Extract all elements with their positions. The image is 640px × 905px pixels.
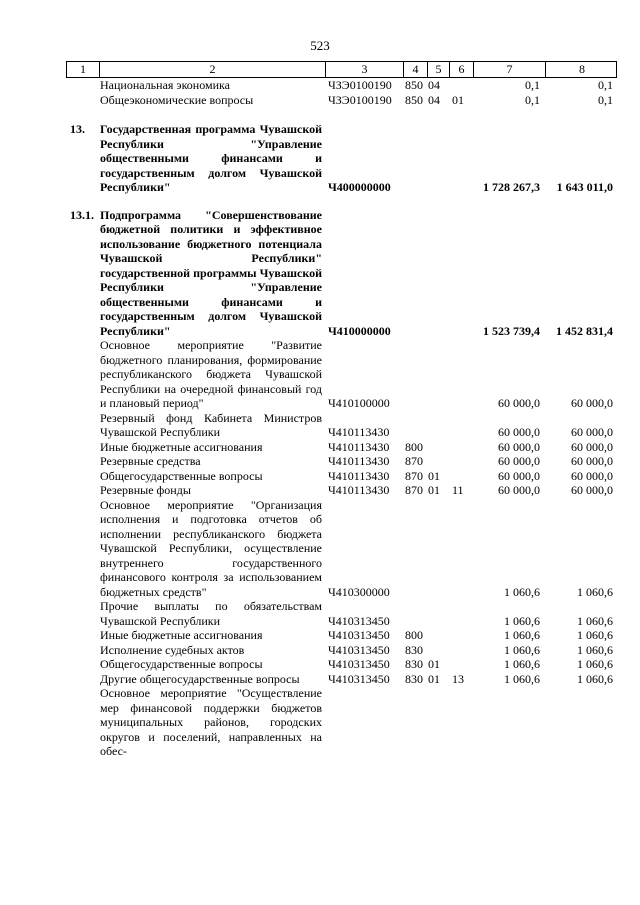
row-name: Резервный фонд Кабинета Министров Чувашской Республики xyxy=(100,410,322,439)
row-value-2021: 60 000,0 xyxy=(498,396,540,410)
row-col4: 800 xyxy=(405,628,423,642)
row-col4: 850 xyxy=(405,92,423,107)
row-col4: 830 xyxy=(405,671,423,686)
row-number: 13. xyxy=(70,122,85,136)
row-value-2021: 0,1 xyxy=(525,92,540,107)
row-col4: 800 xyxy=(405,439,423,454)
row-value-2022: 60 000,0 xyxy=(571,468,613,483)
row-code: Ч410313450 xyxy=(328,642,390,657)
row-col5: 04 xyxy=(428,78,440,92)
row-value-2022: 60 000,0 xyxy=(571,425,613,439)
row-code: Ч400000000 xyxy=(328,180,391,194)
table-row xyxy=(66,599,617,628)
row-code: Ч410113430 xyxy=(328,468,390,483)
row-code: Ч410313450 xyxy=(328,613,390,628)
row-name: Государственная программа Чувашской Республики "Управление общественными финансами и государственным долгом Чувашской Республики" xyxy=(100,122,322,194)
row-col6: 01 xyxy=(452,92,464,107)
row-name: Национальная экономика xyxy=(100,78,230,92)
row-code: Ч410113430 xyxy=(328,454,390,468)
row-code: Ч410000000 xyxy=(328,323,391,338)
table-row xyxy=(66,686,617,759)
row-col6: 13 xyxy=(452,671,464,686)
row-code: Ч410313450 xyxy=(328,671,390,686)
row-name: Основное мероприятие "Организация исполнения и подготовка отчетов об исполнении республиканского бюджета Чувашской Республики, осуществление внутреннего государственного финансового контроля за использованием бюджетных средств" xyxy=(100,497,322,599)
row-name: Исполнение судебных актов xyxy=(100,642,245,657)
row-value-2021: 60 000,0 xyxy=(498,425,540,439)
row-name: Общегосударственные вопросы xyxy=(100,468,263,483)
row-spacer xyxy=(66,107,617,122)
column-header-7: 7 xyxy=(473,62,545,77)
row-code: Ч410113430 xyxy=(328,439,390,454)
table-body xyxy=(66,78,617,759)
row-col6: 11 xyxy=(452,483,464,497)
row-col4: 870 xyxy=(405,468,423,483)
row-value-2021: 60 000,0 xyxy=(498,483,540,497)
row-value-2022: 60 000,0 xyxy=(571,454,613,468)
table-row xyxy=(66,93,617,108)
row-spacer xyxy=(66,195,617,208)
row-value-2021: 1 728 267,3 xyxy=(483,180,540,194)
row-value-2021: 60 000,0 xyxy=(498,468,540,483)
table-row xyxy=(66,469,617,484)
row-name: Подпрограмма "Совершенствование бюджетной политики и эффективное использование бюджетного потенциала Чувашской Республики" государственной программы Чувашской Республики "Управление общественными финансами и государственным долгом Чувашской Республики" xyxy=(100,207,322,338)
row-name: Иные бюджетные ассигнования xyxy=(100,628,263,642)
table-row xyxy=(66,454,617,469)
table-row xyxy=(66,411,617,440)
row-col4: 830 xyxy=(405,657,423,671)
table-header-row xyxy=(66,61,617,78)
table-row xyxy=(66,643,617,658)
budget-table xyxy=(66,61,617,759)
row-col5: 01 xyxy=(428,657,440,671)
column-header-5: 5 xyxy=(427,62,449,77)
row-code: Ч410113430 xyxy=(328,483,390,497)
table-row xyxy=(66,338,617,411)
row-col5: 01 xyxy=(428,468,440,483)
row-value-2021: 1 060,6 xyxy=(504,657,540,671)
row-name: Резервные фонды xyxy=(100,483,191,497)
row-col4: 850 xyxy=(405,78,423,92)
row-value-2022: 60 000,0 xyxy=(571,396,613,410)
row-value-2021: 1 523 739,4 xyxy=(483,323,540,338)
row-value-2022: 1 060,6 xyxy=(577,671,613,686)
row-code: Ч410100000 xyxy=(328,396,390,410)
row-value-2022: 60 000,0 xyxy=(571,483,613,497)
row-value-2021: 1 060,6 xyxy=(504,628,540,642)
row-value-2021: 1 060,6 xyxy=(504,642,540,657)
row-name: Общеэкономические вопросы xyxy=(100,92,254,107)
row-code: ЧЗЭ0100190 xyxy=(328,78,392,92)
row-value-2022: 1 643 011,0 xyxy=(556,180,613,194)
row-value-2022: 1 452 831,4 xyxy=(556,323,613,338)
row-value-2022: 1 060,6 xyxy=(577,642,613,657)
column-header-2: 2 xyxy=(99,62,325,77)
row-value-2021: 1 060,6 xyxy=(504,613,540,628)
row-code: Ч410113430 xyxy=(328,425,390,439)
column-header-4: 4 xyxy=(403,62,427,77)
table-row xyxy=(66,498,617,600)
row-value-2022: 1 060,6 xyxy=(577,628,613,642)
row-value-2021: 0,1 xyxy=(525,78,540,92)
row-code: Ч410313450 xyxy=(328,657,390,671)
page-number: 523 xyxy=(310,38,330,53)
column-header-3: 3 xyxy=(325,62,403,77)
table-row xyxy=(66,657,617,672)
table-row xyxy=(66,483,617,498)
column-header-6: 6 xyxy=(449,62,473,77)
row-code: Ч410313450 xyxy=(328,628,390,642)
row-name: Резервные средства xyxy=(100,454,201,468)
column-header-8: 8 xyxy=(545,62,618,77)
row-col5: 04 xyxy=(428,92,440,107)
row-value-2022: 1 060,6 xyxy=(577,657,613,671)
row-number: 13.1. xyxy=(70,207,94,222)
table-row xyxy=(66,122,617,195)
table-row xyxy=(66,440,617,455)
table-row xyxy=(66,628,617,643)
row-name: Основное мероприятие "Осуществление мер финансовой поддержки бюджетов муниципальных районов, городских округов и поселений, направленных на обес- xyxy=(100,686,322,758)
row-name: Общегосударственные вопросы xyxy=(100,657,263,671)
row-value-2021: 60 000,0 xyxy=(498,439,540,454)
table-row xyxy=(66,78,617,93)
row-value-2022: 0,1 xyxy=(598,78,613,92)
row-name: Другие общегосударственные вопросы xyxy=(100,671,300,686)
table-row xyxy=(66,208,617,339)
row-col4: 830 xyxy=(405,642,423,657)
row-name: Прочие выплаты по обязательствам Чувашской Республики xyxy=(100,599,322,628)
row-value-2021: 60 000,0 xyxy=(498,454,540,468)
row-name: Основное мероприятие "Развитие бюджетного планирования, формирование республиканского бюджета Чувашской Республики на очередной финансовый год и плановый период" xyxy=(100,338,322,410)
row-col5: 01 xyxy=(428,671,440,686)
row-col4: 870 xyxy=(405,483,423,497)
row-code: Ч410300000 xyxy=(328,584,390,599)
table-row xyxy=(66,672,617,687)
row-name: Иные бюджетные ассигнования xyxy=(100,439,263,454)
row-value-2021: 1 060,6 xyxy=(504,671,540,686)
row-value-2022: 1 060,6 xyxy=(577,584,613,599)
row-value-2022: 0,1 xyxy=(598,92,613,107)
row-value-2022: 1 060,6 xyxy=(577,613,613,628)
row-code: ЧЗЭ0100190 xyxy=(328,92,392,107)
row-col5: 01 xyxy=(428,483,440,497)
row-col4: 870 xyxy=(405,454,423,468)
row-value-2021: 1 060,6 xyxy=(504,584,540,599)
row-value-2022: 60 000,0 xyxy=(571,439,613,454)
column-header-1: 1 xyxy=(80,62,86,76)
